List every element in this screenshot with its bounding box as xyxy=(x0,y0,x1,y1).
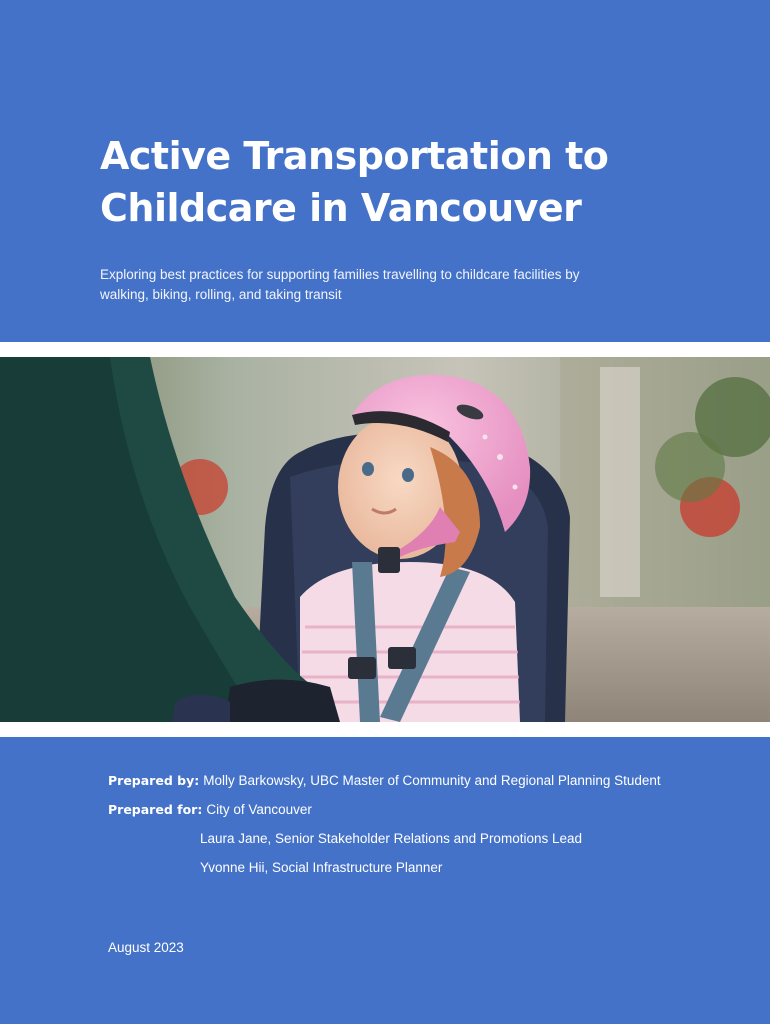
contact-row-2 xyxy=(108,853,748,882)
contact-row-1 xyxy=(108,824,748,853)
prepared-for-row xyxy=(108,795,748,824)
cover-header xyxy=(0,0,770,342)
prepared-for-label: Prepared for: xyxy=(108,802,203,817)
cover-title xyxy=(100,130,720,234)
prepared-for-value: City of Vancouver xyxy=(206,802,312,817)
prepared-by-row xyxy=(108,766,748,795)
prepared-by-label: Prepared by: xyxy=(108,773,200,788)
cover-subtitle xyxy=(100,265,660,305)
contact-1: Laura Jane, Senior Stakeholder Relations and Promotions Lead xyxy=(200,831,582,846)
contact-2: Yvonne Hii, Social Infrastructure Planner xyxy=(200,860,443,875)
cover-photo xyxy=(0,357,770,722)
subtitle-line-2: walking, biking, rolling, and taking transit xyxy=(100,287,342,302)
title-line-1: Active Transportation to xyxy=(100,134,609,178)
title-line-2: Childcare in Vancouver xyxy=(100,186,582,230)
credits-block xyxy=(108,766,748,882)
prepared-by-value: Molly Barkowsky, UBC Master of Community and Regional Planning Student xyxy=(203,773,661,788)
subtitle-line-1: Exploring best practices for supporting families travelling to childcare facilities by xyxy=(100,267,580,282)
report-date: August 2023 xyxy=(108,940,184,955)
child-bike-seat-illustration xyxy=(0,357,770,722)
